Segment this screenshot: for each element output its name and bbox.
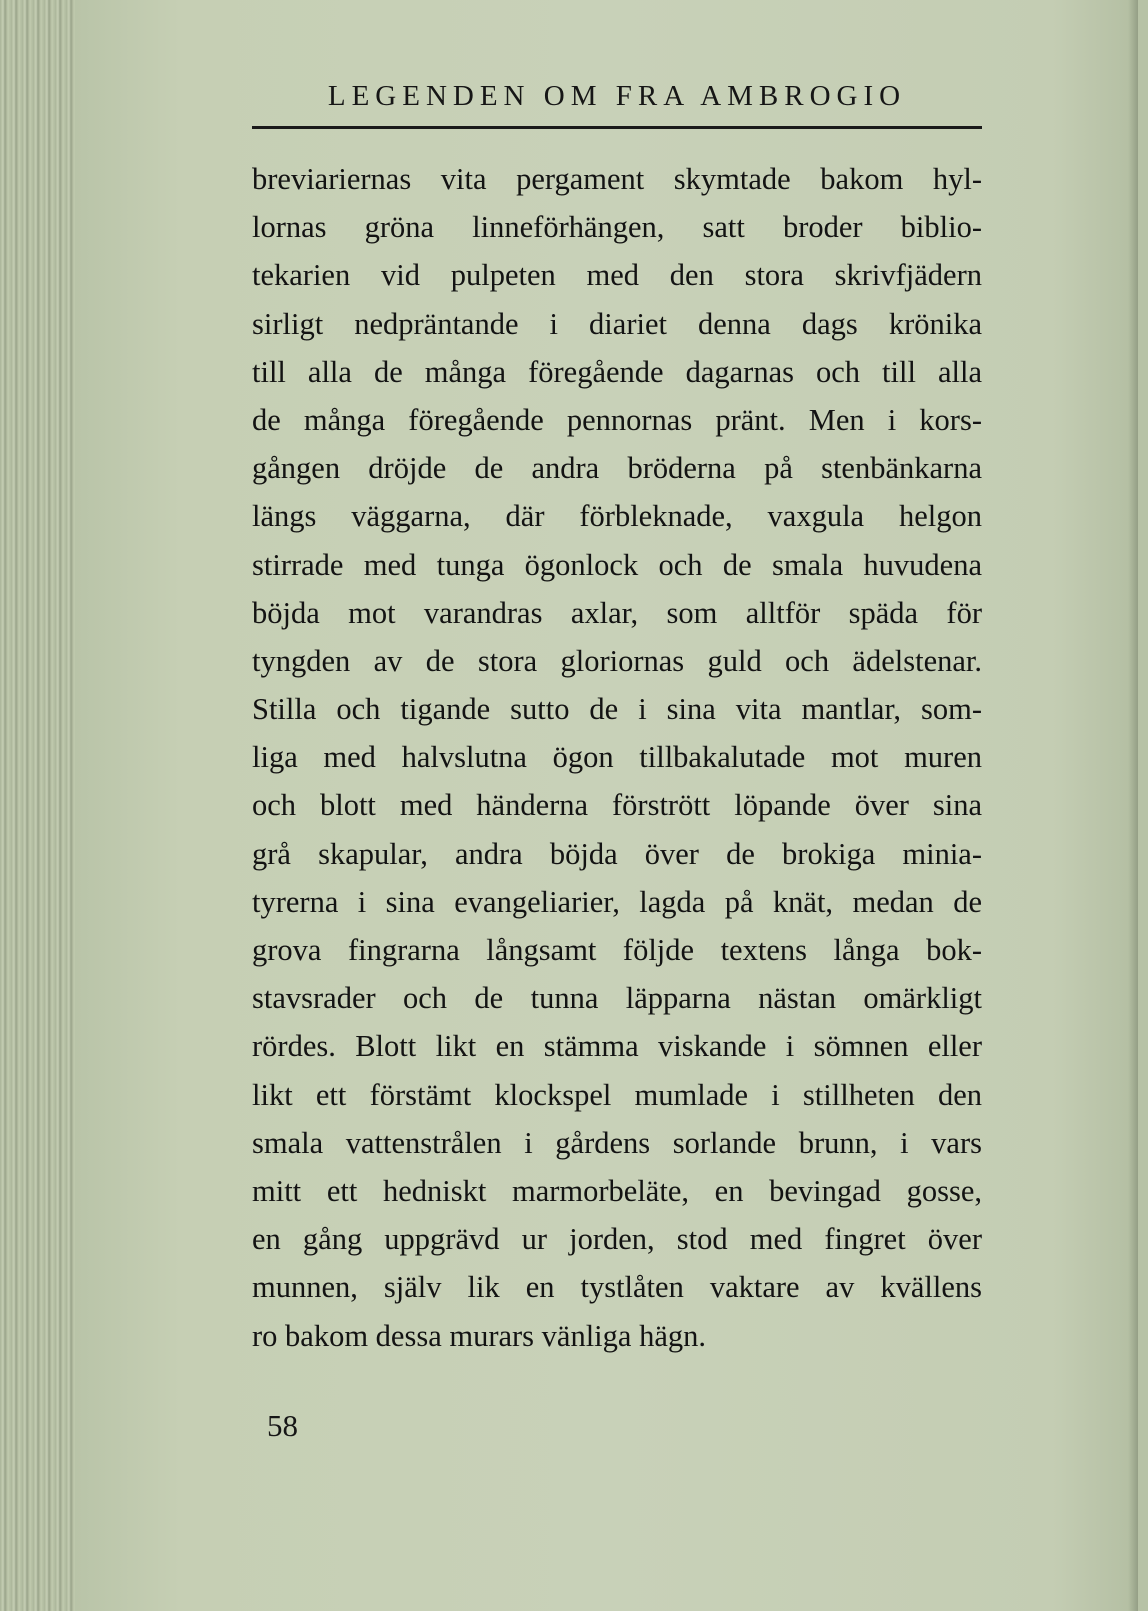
text-line: rördes. Blott likt en stämma viskande i sömnen eller	[252, 1029, 982, 1064]
page-shadow	[1128, 0, 1138, 1611]
text-line: grova fingrarna långsamt följde textens långa bok-	[252, 933, 982, 967]
body-text	[252, 155, 982, 1360]
text-line: grå skapular, andra böjda över de brokiga minia-	[252, 836, 982, 871]
text-line: smala vattenstrålen i gårdens sorlande brunn, i vars	[252, 1125, 982, 1160]
text-line: gången dröjde de andra bröderna på stenbänkarna	[252, 451, 982, 486]
book-page-edges	[0, 0, 75, 1611]
text-line: de många föregående pennornas pränt. Men i kors-	[252, 402, 982, 437]
header-rule	[252, 126, 982, 129]
text-line: lornas gröna linneförhängen, satt broder biblio-	[252, 210, 982, 245]
text-line: böjda mot varandras axlar, som alltför späda för	[252, 595, 982, 630]
text-line-last: ro bakom dessa murars vänliga hägn.	[252, 1318, 706, 1353]
text-line: tekarien vid pulpeten med den stora skrivfjädern	[252, 258, 982, 293]
text-line: stirrade med tunga ögonlock och de smala huvudena	[252, 547, 982, 582]
text-line: breviariernas vita pergament skymtade bakom hyl-	[252, 162, 982, 196]
text-line: längs väggarna, där förbleknade, vaxgula helgon	[252, 499, 982, 534]
text-line: Stilla och tigande sutto de i sina vita mantlar, som-	[252, 692, 982, 727]
text-line: och blott med händerna förstrött löpande över sina	[252, 788, 982, 823]
text-line: munnen, själv lik en tystlåten vaktare av kvällens	[252, 1270, 982, 1305]
text-line: mitt ett hedniskt marmorbeläte, en bevingad gosse,	[252, 1173, 982, 1208]
page-number: 58	[267, 1408, 298, 1443]
text-line: liga med halvslutna ögon tillbakalutade mot muren	[252, 740, 982, 775]
text-line: till alla de många föregående dagarnas och till alla	[252, 354, 982, 389]
text-line: likt ett förstämt klockspel mumlade i stillheten den	[252, 1077, 982, 1112]
text-line: sirligt nedpräntande i diariet denna dags krönika	[252, 306, 982, 341]
running-head: LEGENDEN OM FRA AMBROGIO	[327, 80, 907, 112]
text-line: tyrerna i sina evangeliarier, lagda på knät, medan de	[252, 884, 982, 919]
text-line: stavsrader och de tunna läpparna nästan omärkligt	[252, 981, 982, 1016]
text-line: en gång uppgrävd ur jorden, stod med fingret över	[252, 1222, 982, 1257]
text-line: tyngden av de stora gloriornas guld och ädelstenar.	[252, 643, 982, 678]
